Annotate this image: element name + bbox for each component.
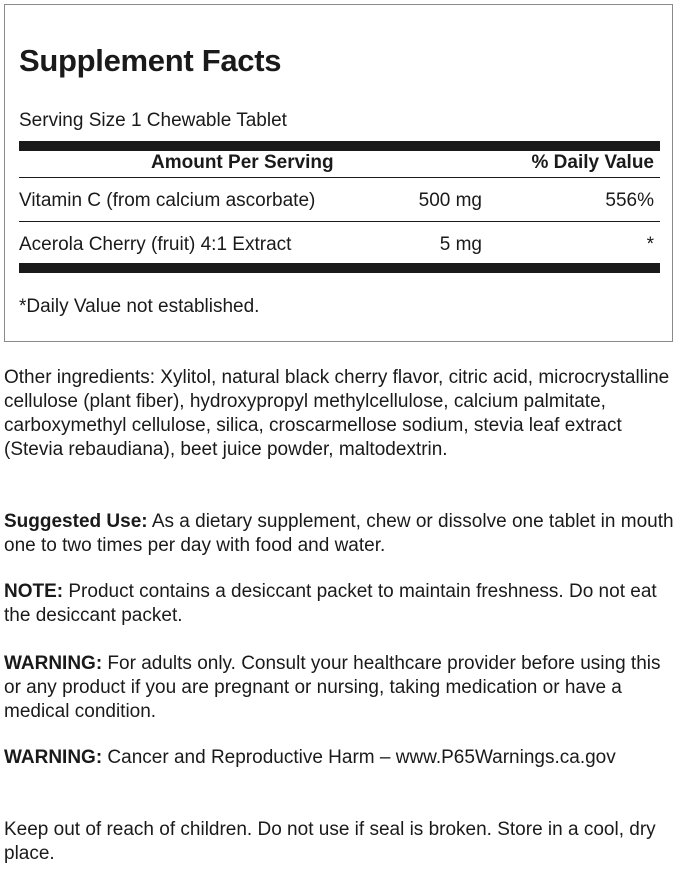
warning-prop65 (4, 746, 675, 770)
row-divider (19, 177, 660, 178)
acerola-cherry-amount: 5 mg (439, 234, 482, 255)
supplement-facts-panel (4, 4, 673, 342)
acerola-cherry-name: Acerola Cherry (fruit) 4:1 Extract (19, 234, 292, 255)
serving-size: Serving Size 1 Chewable Tablet (19, 110, 287, 131)
bottom-divider-bar (19, 263, 660, 273)
warning-prop65-text: Cancer and Reproductive Harm – www.P65Warnings.ca.gov (102, 747, 616, 768)
vitamin-c-name: Vitamin C (from calcium ascorbate) (19, 190, 316, 211)
storage-instructions: Keep out of reach of children. Do not use if seal is broken. Store in a cool, dry place. (4, 819, 656, 864)
warning-adults (4, 652, 675, 724)
acerola-cherry-daily-value: * (646, 234, 654, 255)
suggested-use (4, 510, 675, 558)
vitamin-c-daily-value: 556% (605, 190, 654, 211)
note-text: Product contains a desiccant packet to maintain freshness. Do not eat the desiccant packet. (4, 581, 657, 626)
daily-value-footnote: *Daily Value not established. (19, 296, 260, 317)
row-divider (19, 221, 660, 222)
daily-value-header: % Daily Value (531, 152, 654, 173)
note (4, 580, 675, 628)
suggested-use-label: Suggested Use: (4, 511, 148, 532)
amount-per-serving-header: Amount Per Serving (151, 152, 334, 173)
supplement-facts-title: Supplement Facts (19, 43, 282, 78)
note-label: NOTE: (4, 581, 64, 602)
other-ingredients: Other ingredients: Xylitol, natural black cherry flavor, citric acid, microcrystalline cellulose (plant fiber), hydroxypropyl methylcellulose, calcium palmitate, carboxymethyl cellulose, silica, croscarmellose sodium, stevia leaf extract (Stevia rebaudiana), beet juice powder, maltodextrin. (4, 367, 670, 460)
suggested-use-text: As a dietary supplement, chew or dissolve one tablet in mouth one to two times per day with food and water. (4, 511, 674, 556)
vitamin-c-amount: 500 mg (418, 190, 482, 211)
warning-adults-label: WARNING: (4, 653, 103, 674)
warning-prop65-label: WARNING: (4, 747, 103, 768)
warning-adults-text: For adults only. Consult your healthcare provider before using this or any product if you are pregnant or nursing, taking medication or have a medical condition. (4, 653, 661, 722)
top-divider-bar (19, 141, 660, 151)
